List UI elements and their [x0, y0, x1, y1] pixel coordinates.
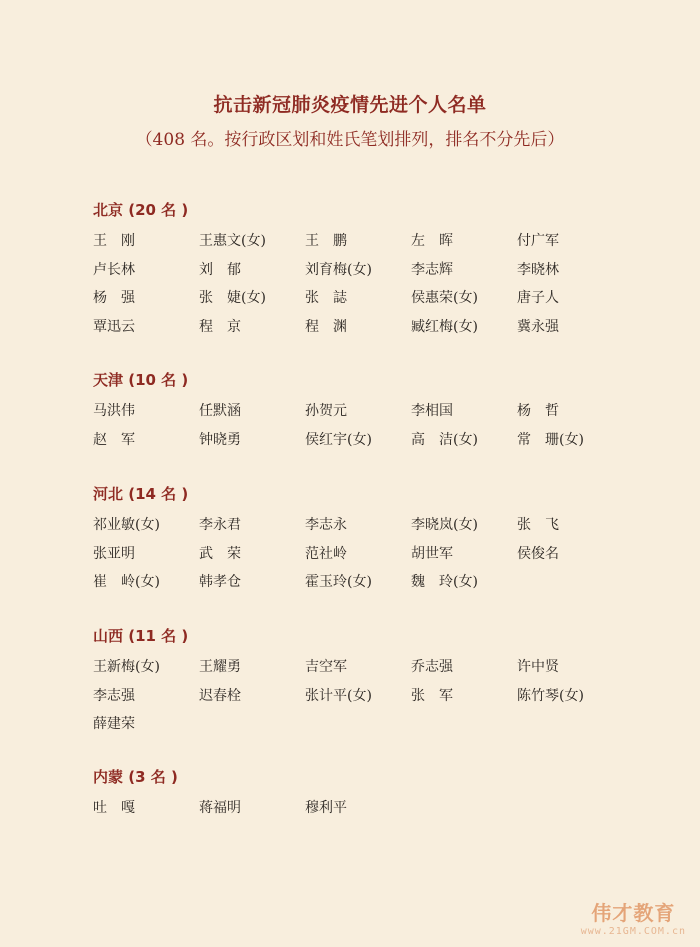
person-name: 薛建荣 — [93, 716, 135, 732]
person-name: 祁业敏(女) — [93, 517, 160, 533]
person-name: 张 飞 — [517, 517, 559, 533]
person-name: 张亚明 — [93, 545, 135, 562]
person-name: 范社岭 — [305, 545, 347, 562]
region-heading: 河北 (14 名 ) — [93, 485, 189, 503]
person-name: 王新梅(女) — [93, 659, 160, 675]
person-name: 陈竹琴(女) — [517, 687, 584, 704]
person-name: 许中贤 — [517, 659, 559, 675]
person-name: 李相国 — [411, 403, 453, 419]
person-name: 李晓林 — [517, 261, 559, 278]
watermark-logo: 伟才教育 — [591, 901, 676, 925]
person-name: 卢长林 — [93, 261, 135, 278]
region-heading: 山西 (11 名 ) — [93, 627, 189, 645]
person-name: 武 荣 — [199, 545, 241, 562]
person-name: 杨 强 — [93, 290, 135, 306]
person-name: 冀永强 — [517, 318, 559, 335]
region-section — [93, 199, 673, 345]
region-heading: 天津 (10 名 ) — [93, 371, 189, 389]
person-name: 李永君 — [199, 517, 241, 533]
person-name: 乔志强 — [411, 659, 453, 675]
name-grid — [93, 231, 673, 345]
person-name: 李晓岚(女) — [411, 517, 478, 533]
person-name: 马洪伟 — [93, 403, 135, 419]
person-name: 魏 玲(女) — [411, 574, 478, 590]
person-name: 胡世军 — [411, 545, 453, 562]
name-grid — [93, 515, 673, 601]
person-name: 吐 嘎 — [93, 800, 135, 816]
person-name: 臧红梅(女) — [411, 318, 478, 335]
person-name: 张 军 — [411, 687, 453, 704]
region-section — [93, 369, 673, 458]
person-name: 吉空军 — [305, 659, 347, 675]
person-name: 张计平(女) — [305, 687, 372, 704]
person-name: 张 婕(女) — [199, 290, 266, 306]
watermark-url: www.21GM.COM.cn — [580, 926, 686, 937]
person-name: 崔 岭(女) — [93, 574, 160, 590]
person-name: 侯俊名 — [517, 545, 559, 562]
person-name: 蒋福明 — [199, 800, 241, 816]
person-name: 王 鹏 — [305, 233, 347, 249]
person-name: 韩孝仓 — [199, 574, 241, 590]
name-grid — [93, 657, 673, 743]
region-heading: 内蒙 (3 名 ) — [93, 768, 178, 786]
person-name: 程 京 — [199, 318, 241, 335]
person-name: 左 晖 — [411, 233, 453, 249]
region-heading: 北京 (20 名 ) — [93, 201, 189, 219]
person-name: 刘育梅(女) — [305, 261, 372, 278]
region-section — [93, 625, 673, 743]
person-name: 李志辉 — [411, 261, 453, 278]
region-section — [93, 766, 673, 827]
person-name: 赵 军 — [93, 431, 135, 448]
person-name: 侯惠荣(女) — [411, 290, 478, 306]
person-name: 迟春栓 — [199, 687, 241, 704]
region-section — [93, 483, 673, 601]
page-title: 抗击新冠肺炎疫情先进个人名单 — [213, 94, 487, 116]
watermark — [581, 897, 686, 937]
page-subtitle: （408 名。按行政区划和姓氏笔划排列，排名不分先后） — [135, 130, 565, 150]
person-name: 王 刚 — [93, 233, 135, 249]
person-name: 高 洁(女) — [411, 431, 478, 448]
person-name: 任默涵 — [199, 403, 241, 419]
person-name: 唐子人 — [517, 290, 559, 306]
person-name: 刘 郁 — [199, 261, 241, 278]
person-name: 孙贺元 — [305, 403, 347, 419]
person-name: 侯红宇(女) — [305, 431, 372, 448]
person-name: 霍玉玲(女) — [305, 574, 372, 590]
person-name: 李志强 — [93, 687, 135, 704]
person-name: 王惠文(女) — [199, 233, 266, 249]
person-name: 穆利平 — [305, 800, 347, 816]
person-name: 李志永 — [305, 517, 347, 533]
name-grid — [93, 798, 673, 827]
name-grid — [93, 401, 673, 458]
person-name: 张 誌 — [305, 290, 347, 306]
person-name: 程 渊 — [305, 318, 347, 335]
person-name: 付广军 — [517, 233, 559, 249]
person-name: 钟晓勇 — [199, 431, 241, 448]
person-name: 常 珊(女) — [517, 431, 584, 448]
person-name: 杨 哲 — [517, 403, 559, 419]
person-name: 覃迅云 — [93, 318, 135, 335]
person-name: 王耀勇 — [199, 659, 241, 675]
